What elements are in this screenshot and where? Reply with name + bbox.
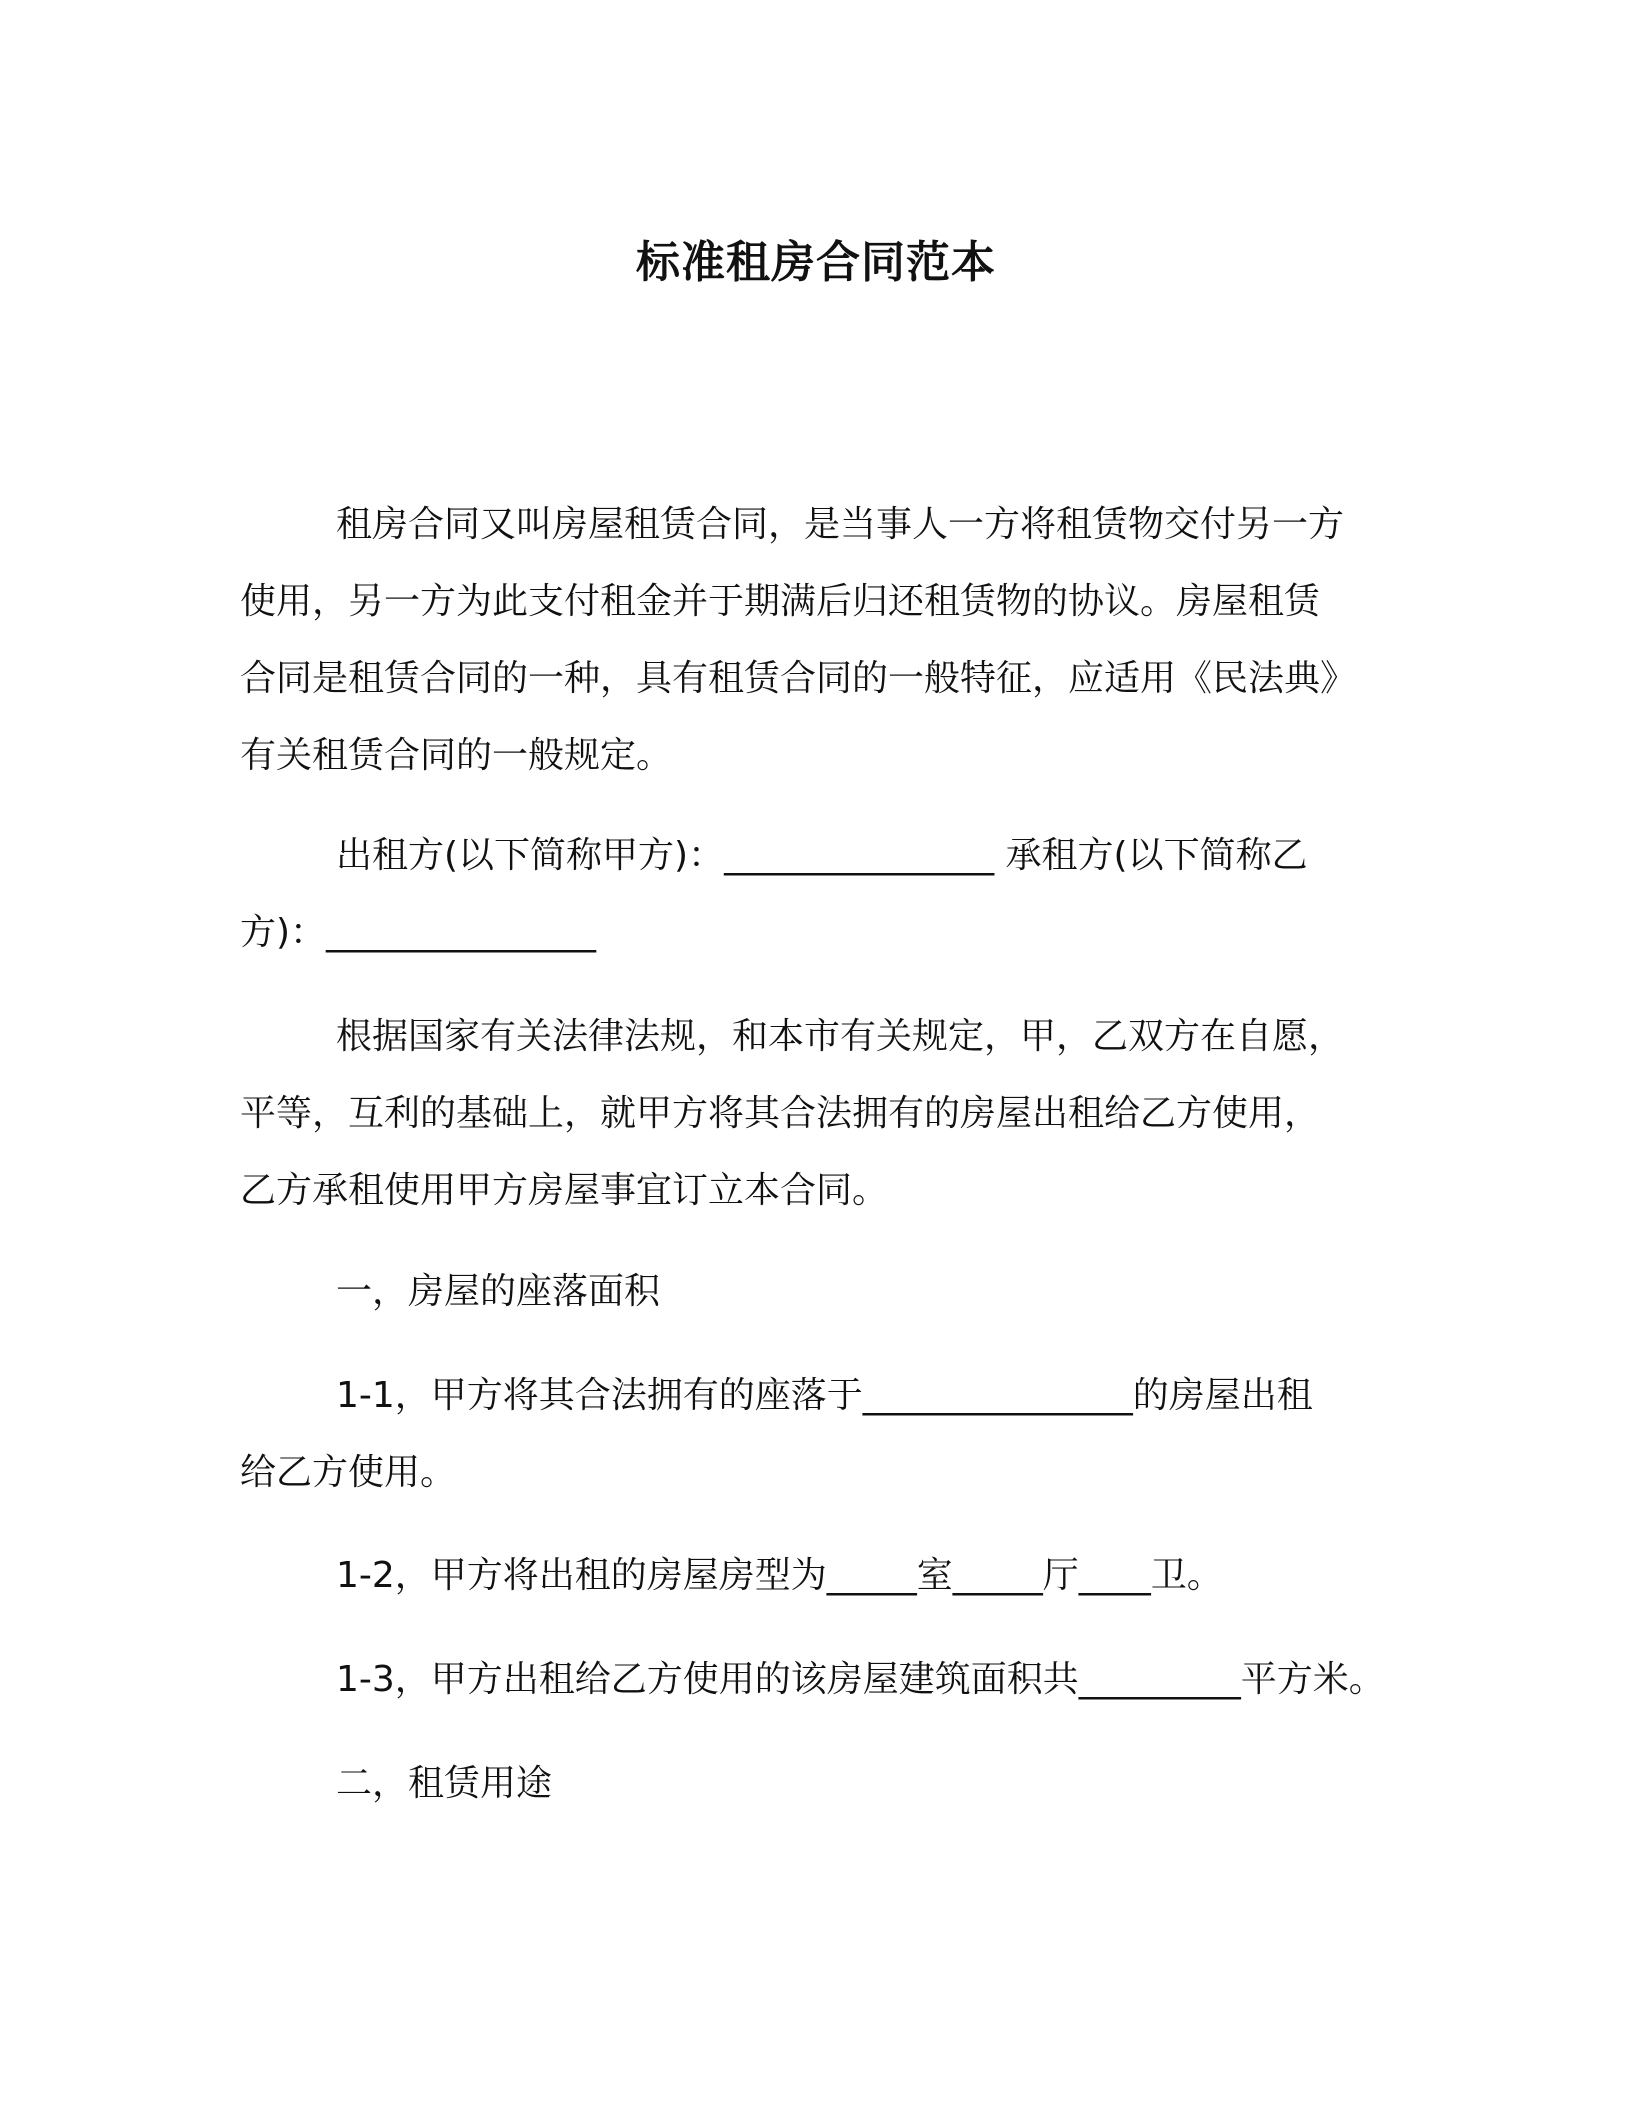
- clause-1-1: [240, 1357, 1400, 1511]
- parties-line-1: 出租方(以下简称甲方)：_______________ 承租方(以下简称乙: [336, 835, 1308, 876]
- clause-1-3: 1-3，甲方出租给乙方使用的该房屋建筑面积共_________平方米。: [336, 1659, 1385, 1700]
- basis-line-3: 乙方承租使用甲方房屋事宜订立本合同。: [240, 1170, 889, 1211]
- clause-1-1-line-1: 1-1，甲方将其合法拥有的座落于_______________的房屋出租: [336, 1375, 1313, 1416]
- intro-line-4: 有关租赁合同的一般规定。: [240, 735, 673, 776]
- basis-paragraph: [240, 998, 1400, 1229]
- section-1-heading: 一，房屋的座落面积: [336, 1271, 661, 1312]
- document-title: 标准租房合同范本: [636, 237, 996, 288]
- parties-paragraph: [240, 817, 1400, 971]
- intro-line-2: 使用，另一方为此支付租金并于期满后归还租赁物的协议。房屋租赁: [240, 581, 1321, 622]
- intro-line-3: 合同是租赁合同的一种，具有租赁合同的一般特征，应适用《民法典》: [240, 658, 1357, 699]
- intro-paragraph: [240, 486, 1400, 794]
- intro-line-1: 租房合同又叫房屋租赁合同，是当事人一方将租赁物交付另一方: [336, 504, 1345, 545]
- section-2-heading: 二，租赁用途: [336, 1763, 553, 1804]
- parties-line-2: 方)：_______________: [240, 912, 597, 953]
- clause-1-2: 1-2，甲方将出租的房屋房型为_____室_____厅____卫。: [336, 1555, 1223, 1596]
- basis-line-1: 根据国家有关法律法规，和本市有关规定，甲，乙双方在自愿，: [336, 1016, 1345, 1057]
- basis-line-2: 平等，互利的基础上，就甲方将其合法拥有的房屋出租给乙方使用，: [240, 1093, 1321, 1134]
- clause-1-1-line-2: 给乙方使用。: [240, 1452, 457, 1493]
